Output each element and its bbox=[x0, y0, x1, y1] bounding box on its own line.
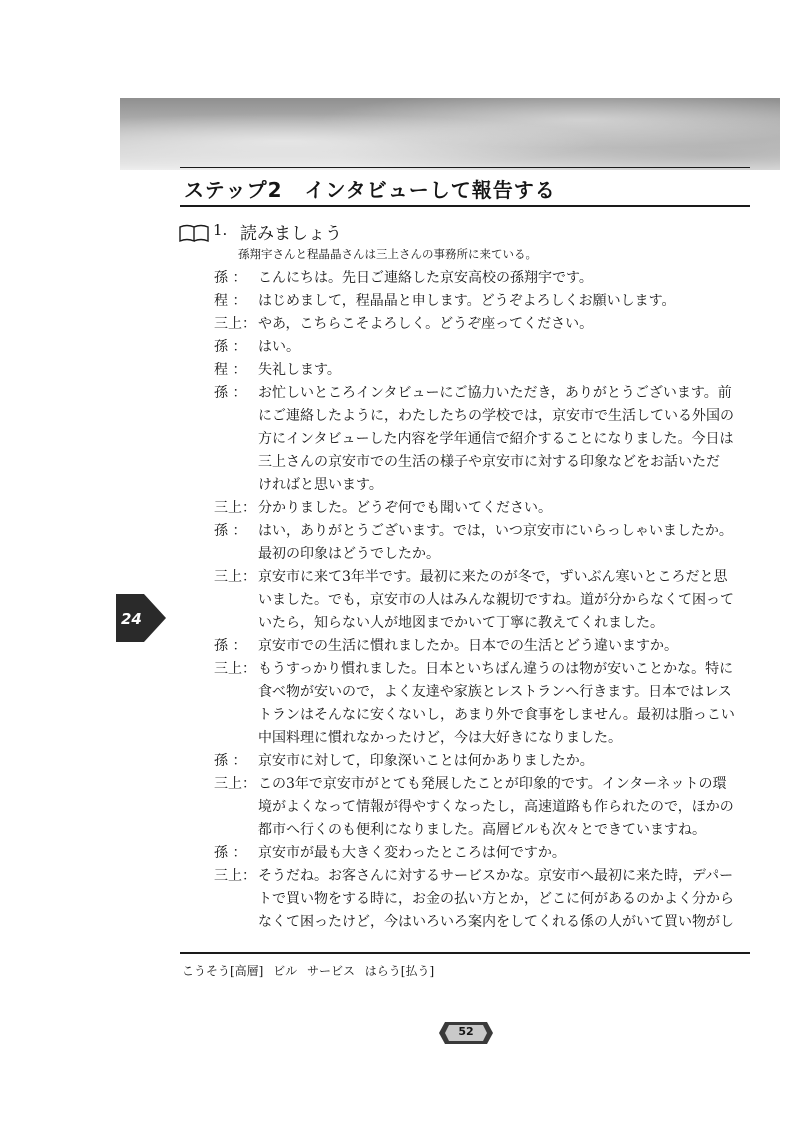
dialogue-text: ければと思います。 bbox=[258, 477, 383, 493]
dialogue-line bbox=[0, 425, 800, 448]
dialogue-text: 中国料理に慣れなかったけど，今は大好きになりました。 bbox=[258, 730, 622, 746]
title-rule bbox=[180, 205, 750, 207]
speaker-label: 孫 ： bbox=[214, 385, 247, 401]
side-tab-number: 24 bbox=[121, 610, 142, 628]
dialogue-line bbox=[0, 264, 800, 287]
top-rule bbox=[180, 167, 750, 168]
dialogue-text: 京安市に来て3年半です。最初に来たのが冬で，ずいぶん寒いところだと思 bbox=[258, 569, 728, 585]
dialogue-line bbox=[0, 356, 800, 379]
dialogue-text: 京安市に対して，印象深いことは何かありましたか。 bbox=[258, 753, 594, 769]
section-title: 読みましょう bbox=[240, 224, 342, 244]
dialogue-line bbox=[0, 471, 800, 494]
dialogue-line bbox=[0, 540, 800, 563]
dialogue-line bbox=[0, 517, 800, 540]
dialogue-text: 失礼します。 bbox=[258, 362, 341, 378]
dialogue-text: はい，ありがとうございます。では，いつ京安市にいらっしゃいましたか。 bbox=[258, 523, 733, 539]
step-heading: インタビューして報告する bbox=[304, 178, 556, 202]
dialogue-line bbox=[0, 701, 800, 724]
dialogue-text: にご連絡したように，わたしたちの学校では，京安市で生活している外国の bbox=[258, 408, 734, 424]
dialogue-text: トで買い物をする時に，お金の払い方とか，どこに何があるのかよく分から bbox=[258, 891, 734, 907]
dialogue-line bbox=[0, 563, 800, 586]
dialogue-line bbox=[0, 494, 800, 517]
dialogue-line bbox=[0, 379, 800, 402]
step-label: ステップ2 bbox=[184, 178, 283, 202]
dialogue-line bbox=[0, 793, 800, 816]
speaker-label: 孫 ： bbox=[214, 523, 247, 539]
dialogue-line bbox=[0, 402, 800, 425]
dialogue-line bbox=[0, 862, 800, 885]
step-title bbox=[184, 174, 556, 203]
speaker-label: 三上： bbox=[214, 500, 256, 516]
dialogue-text: 分かりました。どうぞ何でも聞いてください。 bbox=[258, 500, 552, 516]
dialogue-line bbox=[0, 747, 800, 770]
dialogue-text: 方にインタビューした内容を学年通信で紹介することになりました。今日は bbox=[258, 431, 734, 447]
speaker-label: 三上： bbox=[214, 569, 256, 585]
dialogue-line bbox=[0, 678, 800, 701]
dialogue-line bbox=[0, 655, 800, 678]
vocabulary-list: こうそう[高層] ビル サービス はらう[払う] bbox=[182, 964, 435, 978]
speaker-label: 三上： bbox=[214, 776, 256, 792]
dialogue-text: トランはそんなに安くないし，あまり外で食事をしません。最初は脂っこい bbox=[258, 707, 735, 723]
dialogue-line bbox=[0, 839, 800, 862]
speaker-label: 程 ： bbox=[214, 362, 247, 378]
speaker-label: 孫 ： bbox=[214, 270, 247, 286]
dialogue-line bbox=[0, 310, 800, 333]
dialogue-text: こんにちは。先日ご連絡した京安高校の孫翔宇です。 bbox=[258, 270, 593, 286]
speaker-label: 孫 ： bbox=[214, 845, 247, 861]
speaker-label: 三上： bbox=[214, 316, 256, 332]
dialogue-text: そうだね。お客さんに対するサービスかな。京安市へ最初に来た時，デパー bbox=[258, 868, 734, 884]
dialogue-text: なくて困ったけど，今はいろいろ案内をしてくれる係の人がいて買い物がし bbox=[258, 914, 734, 930]
header-band bbox=[120, 98, 780, 170]
dialogue-text: はじめまして，程晶晶と申します。どうぞよろしくお願いします。 bbox=[258, 293, 676, 309]
dialogue-text: 京安市が最も大きく変わったところは何ですか。 bbox=[258, 845, 566, 861]
speaker-label: 三上： bbox=[214, 661, 256, 677]
dialogue-text: 京安市での生活に慣れましたか。日本での生活とどう違いますか。 bbox=[258, 638, 678, 654]
dialogue-text: はい。 bbox=[258, 339, 300, 355]
dialogue-text: お忙しいところインタビューにご協力いただき，ありがとうございます。前 bbox=[258, 385, 732, 401]
dialogue-text: 都市へ行くのも便利になりました。高層ビルも次々とできていますね。 bbox=[258, 822, 706, 838]
dialogue-text: いたら，知らない人が地図までかいて丁寧に教えてくれました。 bbox=[258, 615, 664, 631]
dialogue-text: 境がよくなって情報が得やすくなったし，高速道路も作られたので，ほかの bbox=[258, 799, 734, 815]
dialogue-text: 最初の印象はどうでしたか。 bbox=[258, 546, 440, 562]
dialogue-text: 三上さんの京安市での生活の様子や京安市に対する印象などをお話いただ bbox=[258, 454, 720, 470]
dialogue-text: やあ，こちらこそよろしく。どうぞ座ってください。 bbox=[258, 316, 594, 332]
bottom-rule bbox=[180, 952, 750, 954]
dialogue-text: もうすっかり慣れました。日本といちばん違うのは物が安いことかな。特に bbox=[258, 661, 734, 677]
page-number: 52 bbox=[458, 1025, 474, 1038]
dialogue-line bbox=[0, 287, 800, 310]
dialogue-line bbox=[0, 724, 800, 747]
dialogue-text: 食べ物が安いので，よく友達や家族とレストランへ行きます。日本ではレス bbox=[258, 684, 732, 700]
book-icon bbox=[178, 223, 210, 243]
dialogue-line bbox=[0, 333, 800, 356]
speaker-label: 程 ： bbox=[214, 293, 247, 309]
speaker-label: 三上： bbox=[214, 868, 256, 884]
dialogue-text: この3年で京安市がとても発展したことが印象的です。インターネットの環 bbox=[258, 776, 727, 792]
dialogue-line bbox=[0, 448, 800, 471]
dialogue-line bbox=[0, 885, 800, 908]
dialogue-text: いました。でも，京安市の人はみんな親切ですね。道が分からなくて困って bbox=[258, 592, 734, 608]
speaker-label: 孫 ： bbox=[214, 753, 247, 769]
speaker-label: 孫 ： bbox=[214, 339, 247, 355]
dialogue-line bbox=[0, 908, 800, 931]
dialogue-line bbox=[0, 770, 800, 793]
section-number: 1. bbox=[213, 221, 228, 239]
dialogue-line bbox=[0, 816, 800, 839]
section-intro: 孫翔宇さんと程晶晶さんは三上さんの事務所に来ている。 bbox=[238, 247, 537, 261]
speaker-label: 孫 ： bbox=[214, 638, 247, 654]
